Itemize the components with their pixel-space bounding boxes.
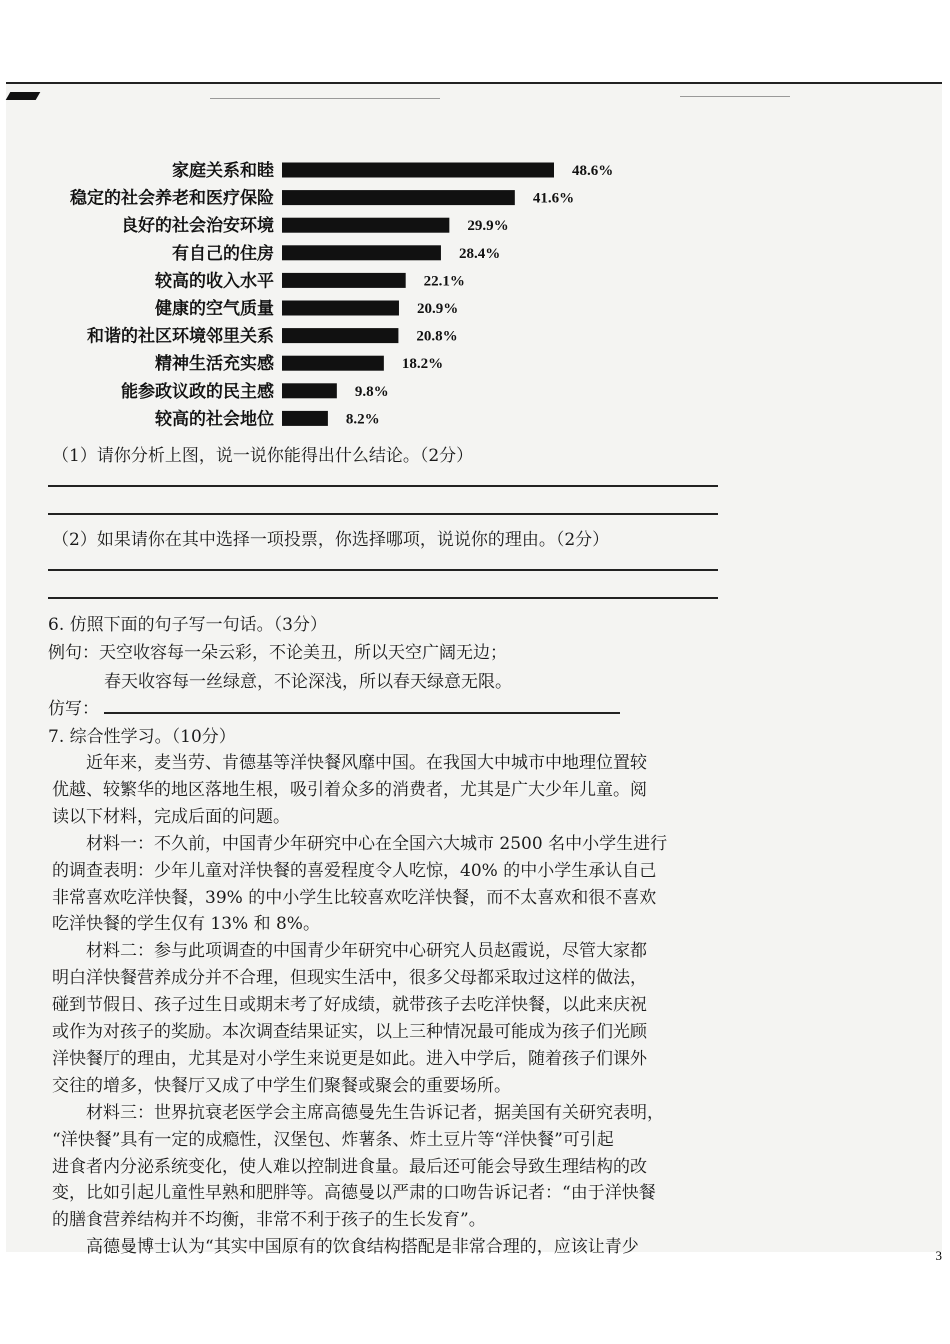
bar-value-label: 20.8% <box>416 328 458 345</box>
page-number: 3 <box>935 1248 942 1263</box>
bar-value-label: 28.4% <box>458 245 501 262</box>
example-line-2: 春天收容每一丝绿意，不论深浅，所以春天绿意无限。 <box>104 672 512 692</box>
bar-category-label: 良好的社会治安环境 <box>121 216 274 237</box>
material1-line: 材料一：不久前，中国青少年研究中心在全国六大城市 2500 名中小学生进行 <box>86 834 668 854</box>
bar-category-label: 能参政议政的民主感 <box>121 381 274 402</box>
material3-line: 的膳食营养结构并不均衡，非常不利于孩子的生长发育”。 <box>52 1210 486 1230</box>
material2-line: 材料二：参与此项调查的中国青少年研究中心研究人员赵霞说，尽管大家都 <box>86 941 647 961</box>
bar-value-label: 8.2% <box>345 411 380 428</box>
bar-category-label: 较高的收入水平 <box>155 271 274 292</box>
material1-line: 吃洋快餐的学生仅有 13% 和 8%。 <box>52 914 320 934</box>
intro-line: 近年来，麦当劳、肯德基等洋快餐风靡中国。在我国大中城市中地理位置较 <box>86 753 647 773</box>
bar-value-label: 18.2% <box>401 356 444 373</box>
answer-line[interactable] <box>48 597 718 599</box>
bar-category-label: 较高的社会地位 <box>155 409 274 430</box>
bar <box>282 383 337 398</box>
imitate-answer-line[interactable] <box>104 712 620 714</box>
material3-line: 材料三：世界抗衰老医学会主席高德曼先生告诉记者，据美国有关研究表明， <box>86 1103 664 1123</box>
material2-line: 或作为对孩子的奖励。本次调查结果证实，以上三种情况最可能成为孩子们光顾 <box>52 1022 647 1042</box>
material2-line: 碰到节假日、孩子过生日或期末考了好成绩，就带孩子去吃洋快餐，以此来庆祝 <box>52 995 647 1015</box>
material3-line: 进食者内分泌系统变化，使人难以控制进食量。最后还可能会导致生理结构的改 <box>52 1157 647 1177</box>
bar-value-label: 29.9% <box>467 218 509 235</box>
bar-category-label: 健康的空气质量 <box>155 299 274 319</box>
intro-line: 读以下材料，完成后面的问题。 <box>52 807 290 827</box>
answer-line[interactable] <box>48 513 718 515</box>
bar <box>282 328 398 343</box>
example-line-1: 例句：天空收容每一朵云彩，不论美丑，所以天空广阔无边； <box>48 643 507 663</box>
bar-value-label: 9.8% <box>354 383 389 400</box>
bar-category-label: 稳定的社会养老和医疗保险 <box>70 188 274 209</box>
bar <box>282 356 384 371</box>
bar-value-label: 22.1% <box>423 273 465 290</box>
question-1: （1）请你分析上图，说一说你能得出什么结论。（2分） <box>52 446 474 466</box>
question-6-title: 6. 仿照下面的句子写一句话。（3分） <box>48 615 327 635</box>
bar-value-label: 20.9% <box>416 301 459 317</box>
bar-chart-svg <box>0 0 950 440</box>
answer-line[interactable] <box>48 485 718 487</box>
bar-category-label: 有自己的住房 <box>172 243 274 264</box>
bar <box>282 411 328 426</box>
material1-line: 非常喜欢吃洋快餐，39% 的中小学生比较喜欢吃洋快餐，而不太喜欢和很不喜欢 <box>52 888 657 908</box>
bar-value-label: 48.6% <box>572 163 614 179</box>
question-7-title: 7. 综合性学习。（10分） <box>48 727 236 747</box>
bar <box>282 245 441 260</box>
answer-line[interactable] <box>48 569 718 571</box>
bar <box>282 163 554 178</box>
material2-line: 洋快餐厅的理由，尤其是对小学生来说更是如此。进入中学后，随着孩子们课外 <box>52 1049 647 1069</box>
material3-line: “洋快餐”具有一定的成瘾性，汉堡包、炸薯条、炸土豆片等“洋快餐”可引起 <box>52 1130 614 1150</box>
material2-line: 交往的增多，快餐厅又成了中学生们聚餐或聚会的重要场所。 <box>52 1076 511 1096</box>
bar-category-label: 家庭关系和睦 <box>172 161 274 181</box>
bar <box>282 301 399 316</box>
intro-line: 优越、较繁华的地区落地生根，吸引着众多的消费者，尤其是广大少年儿童。阅 <box>52 780 647 800</box>
bar <box>282 190 515 205</box>
bar-category-label: 精神生活充实感 <box>155 354 274 375</box>
question-2: （2）如果请你在其中选择一项投票，你选择哪项，说说你的理由。（2分） <box>52 530 610 550</box>
material2-line: 明白洋快餐营养成分并不合理，但现实生活中，很多父母都采取过这样的做法， <box>52 968 647 988</box>
bar <box>282 273 406 288</box>
last-line: 高德曼博士认为“其实中国原有的饮食结构搭配是非常合理的，应该让青少 <box>86 1237 639 1257</box>
bar <box>282 218 449 233</box>
material1-line: 的调查表明：少年儿童对洋快餐的喜爱程度令人吃惊，40% 的中小学生承认自己 <box>52 861 657 881</box>
imitate-label: 仿写： <box>48 699 99 719</box>
material3-line: 变，比如引起儿童性早熟和肥胖等。高德曼以严肃的口吻告诉记者：“由于洋快餐 <box>52 1183 656 1203</box>
bar-category-label: 和谐的社区环境邻里关系 <box>87 326 274 347</box>
bar-value-label: 41.6% <box>532 190 575 207</box>
